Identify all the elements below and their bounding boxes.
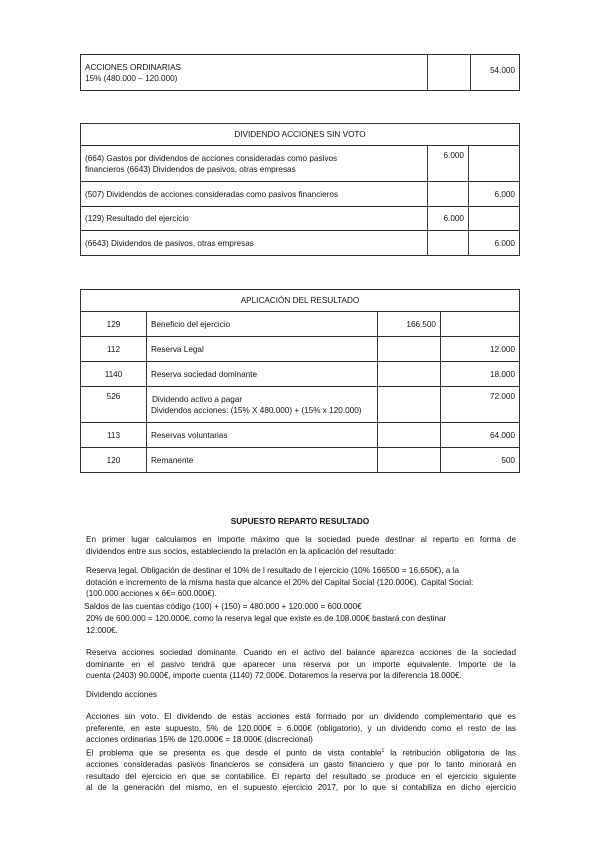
- table-row: [81, 55, 520, 91]
- text-line: Reserva legal. Obligación de destinar el 10% de l resultado de l ejercicio (10% 166500 = 16.650€), a la: [86, 566, 459, 575]
- subheading-dividendo: [86, 689, 526, 701]
- text-line: acciones ordinarias 15% de 120.000€ = 18.000€ (discrecional): [86, 735, 313, 744]
- concept-cell: Reserva sociedad dominante: [147, 362, 378, 387]
- concept-cell: (507) Dividendos de acciones consideradas como pasivos financieros: [81, 182, 428, 207]
- credit-cell: 12.000: [441, 337, 520, 362]
- text-line: cuenta (2403) 90.000€, importe cuenta (1140) 72.000€. Dotaremos la reserva por la diferencia 18.000€.: [86, 671, 462, 680]
- section-heading: SUPUESTO REPARTO RESULTADO: [230, 517, 370, 526]
- concept-cell: Reserva Legal: [147, 337, 378, 362]
- text-line: dividendos entre sus socios, estableciendo la prelación en la aplicación del resultado:: [86, 546, 396, 556]
- concept-line: financieros (6643) Dividendos de pasivos, otras empresas: [85, 164, 296, 174]
- text-line: acciones consideradas pasivos financieros se considera un gasto financiero y que por lo tanto minorará en: [86, 760, 516, 770]
- debit-cell: 166.500: [378, 312, 441, 337]
- concept-cell: (6643) Dividendos de pasivos, otras empresas: [81, 231, 428, 256]
- table-row: [81, 423, 520, 448]
- table-row: [81, 337, 520, 362]
- concept-cell: [81, 55, 428, 91]
- table-row: [81, 231, 520, 256]
- text-line: Dividendo acciones: [86, 690, 158, 699]
- debit-cell: [378, 387, 441, 423]
- text-line: En primer lugar calculamos en importe máximo que la sociedad puede destinar al reparto en forma de: [86, 535, 516, 544]
- table-dividendo-sin-voto: [80, 123, 520, 256]
- credit-cell: 6.000: [469, 182, 520, 207]
- concept-cell: Beneficio del ejercicio: [147, 312, 378, 337]
- debit-cell: [378, 362, 441, 387]
- debit-cell: 6.000: [428, 207, 469, 231]
- debit-cell: [378, 337, 441, 362]
- concept-line: Dividendo activo a pagar: [152, 394, 243, 404]
- text-line: (100.000 acciones x 6€= 600.000€).: [86, 589, 217, 598]
- table-row: [81, 207, 520, 231]
- table-row: [81, 312, 520, 337]
- text-line: Reserva acciones sociedad dominante. Cuando en el activo del balance aparezca acciones de la sociedad: [86, 648, 516, 657]
- credit-cell: [469, 146, 520, 182]
- table-row: [81, 182, 520, 207]
- concept-line: Dividendos acciones: (15% X 480.000) + (15% x 120.000): [151, 405, 362, 415]
- table-row: [81, 387, 520, 423]
- table-header-row: [81, 290, 520, 312]
- debit-cell: [378, 423, 441, 448]
- concept-line: ACCIONES ORDINARIAS: [85, 62, 181, 72]
- paragraph-intro: [86, 534, 516, 557]
- concept-cell: [147, 387, 378, 423]
- text-line: dotación e incremento de la misma hasta que alcance el 20% del Capital Social (120.000€). Capital Social:: [86, 577, 474, 587]
- debit-cell: [428, 231, 469, 256]
- concept-line: 15% (480.000 – 120.000): [85, 73, 178, 83]
- concept-cell: (129) Resultado del ejercicio: [81, 207, 428, 231]
- debit-cell: [378, 448, 441, 473]
- text-line: resultado del ejercicio en que se contabilice. El reparto del resultado se produce en el ejercicio siguiente: [86, 771, 516, 781]
- text-line: El problema que se presenta es que desde el punto de vista contable$^1$ la retribución obligatoria de las: [86, 748, 516, 758]
- credit-cell: 64.000: [441, 423, 520, 448]
- table-row: [81, 362, 520, 387]
- debit-cell: 6.000: [428, 146, 469, 182]
- debit-cell: [428, 55, 471, 91]
- debit-cell: [428, 182, 469, 207]
- table-aplicacion-resultado: [80, 289, 520, 473]
- concept-cell: [81, 146, 428, 182]
- text-line: al de la generación del mismo, en el supuesto ejercicio 2017, por lo que si contabiliza en dicho ejercicio: [86, 783, 516, 793]
- credit-cell: 18.000: [441, 362, 520, 387]
- paragraph-reserva-legal: [86, 565, 516, 600]
- credit-cell: 6.000: [469, 231, 520, 256]
- text-line: Saldos de las cuentas código (100) + (150) = 480.000 + 120.000 = 600.000€: [84, 602, 362, 611]
- footnote-mark: 1: [381, 748, 385, 754]
- code-cell: 120: [81, 448, 147, 473]
- table-title: APLICACIÓN DEL RESULTADO: [81, 290, 520, 312]
- code-cell: 112: [81, 337, 147, 362]
- concept-line: (664) Gastos por dividendos de acciones consideradas como pasivos: [85, 153, 338, 163]
- table-header-row: [81, 124, 520, 146]
- paragraph-veinte-por-ciento: [86, 613, 526, 636]
- concept-cell: Reservas voluntarias: [147, 423, 378, 448]
- paragraph-saldos: [84, 601, 524, 613]
- code-cell: 113: [81, 423, 147, 448]
- text-line: dominante en el pasivo tendrá que aparecer una reserva por un importe equivalente. Importe de la: [86, 659, 516, 669]
- code-cell: 526: [81, 387, 147, 423]
- table-title: DIVIDENDO ACCIONES SIN VOTO: [81, 124, 520, 146]
- table-row: [81, 146, 520, 182]
- text-line: preferente, en este supuesto, 5% de 120.000€ = 6.000€ (obligatorio), y un dividendo como el resto de las: [86, 723, 516, 733]
- credit-cell: 54.000: [471, 55, 520, 91]
- code-cell: 129: [81, 312, 147, 337]
- text-line: Acciones sin voto. El dividendo de estas acciones está formado por un dividendo complementario que es: [86, 712, 516, 721]
- concept-cell: Remanente: [147, 448, 378, 473]
- credit-cell: 500: [441, 448, 520, 473]
- text-line: 20% de 600.000 = 120.000€, como la reserva legal que existe es de 108.000€ bastará con destinar: [86, 614, 447, 623]
- credit-cell: [441, 312, 520, 337]
- paragraph-acciones-sin-voto: [86, 711, 516, 746]
- paragraph-problema: [86, 746, 516, 794]
- table-acciones-ordinarias: [80, 54, 520, 91]
- table-row: [81, 448, 520, 473]
- code-cell: 1140: [81, 362, 147, 387]
- credit-cell: 72.000: [441, 387, 520, 423]
- paragraph-reserva-dominante: [86, 647, 516, 682]
- credit-cell: [469, 207, 520, 231]
- text-line: 12.000€.: [86, 625, 118, 635]
